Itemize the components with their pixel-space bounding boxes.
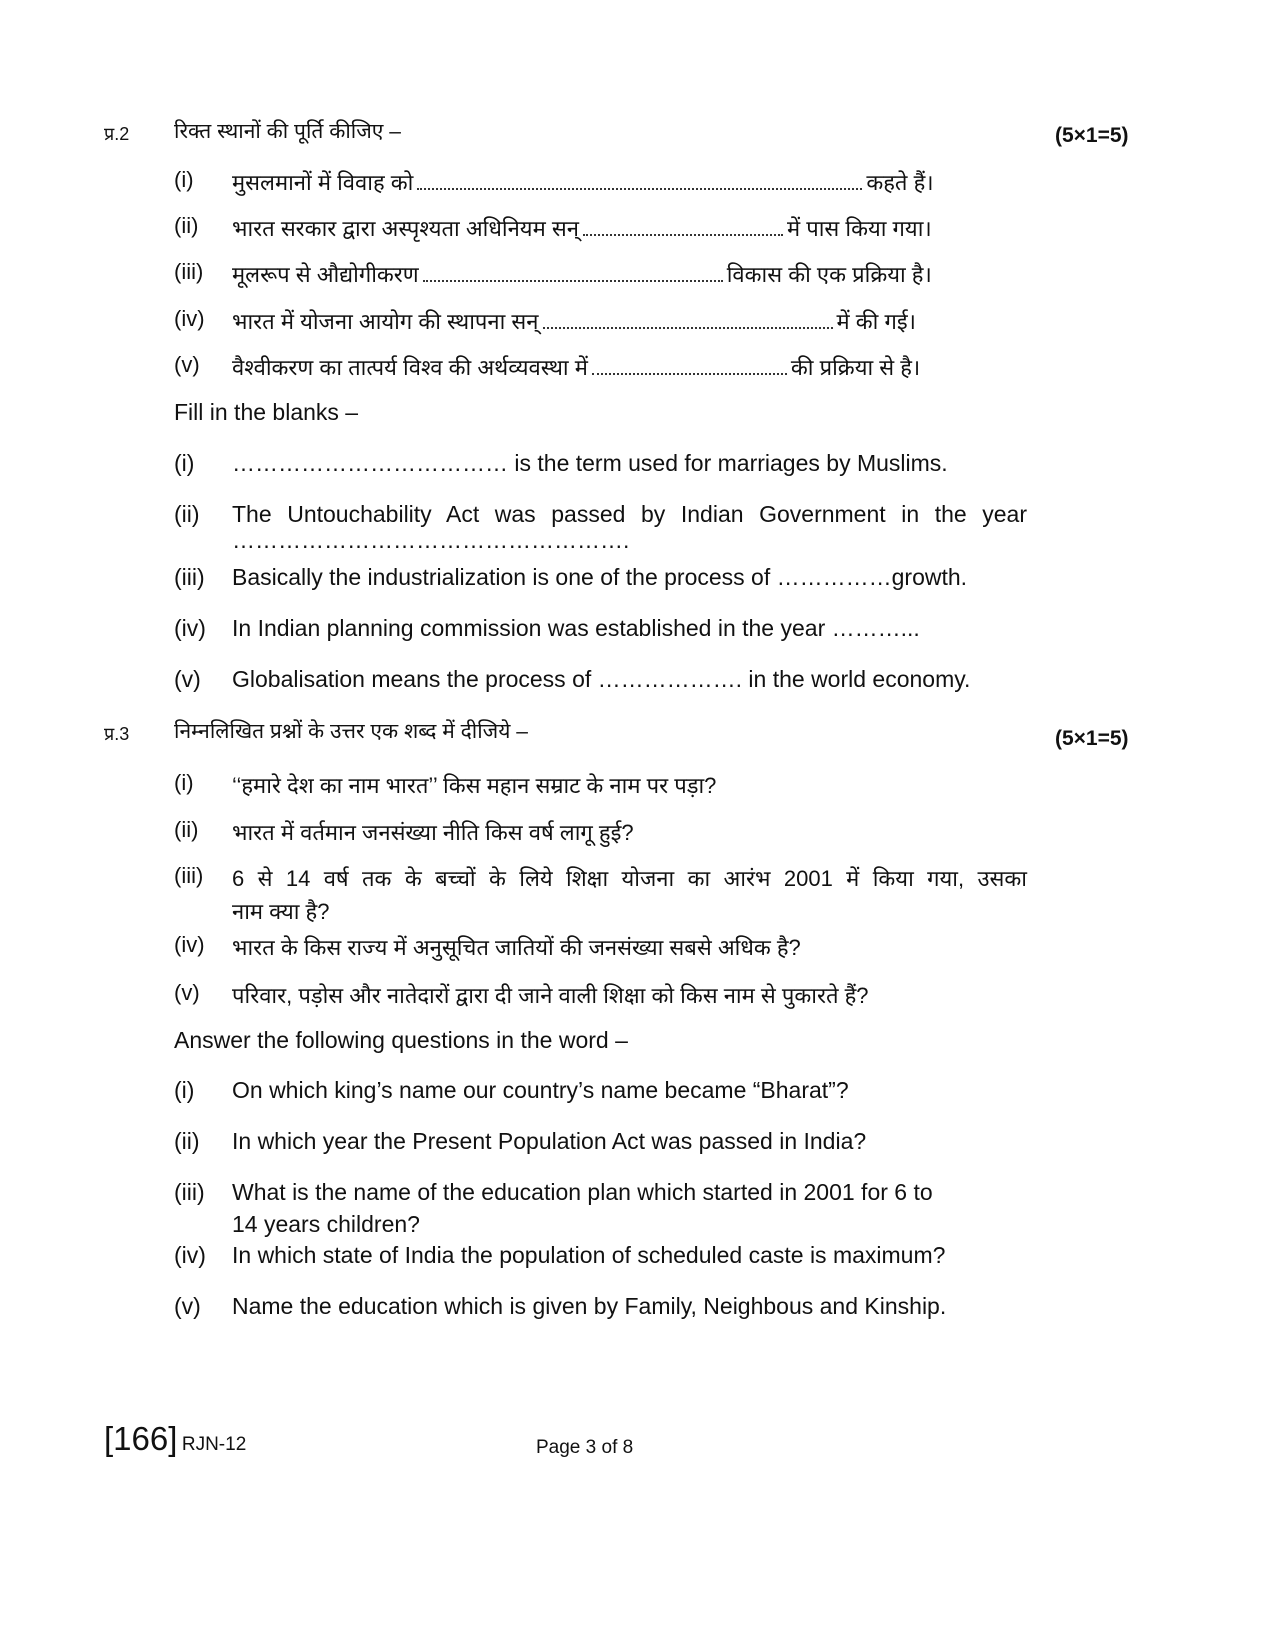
q3-english-heading: Answer the following questions in the word – [174, 1027, 628, 1053]
blank-dots [543, 309, 833, 329]
item-text-after: कहते हैं। [866, 170, 934, 195]
item-text: ‘‘हमारे देश का नाम भारत’’ किस महान सम्राट के नाम पर पड़ा? [232, 773, 717, 798]
item-text: The Untouchability Act was passed by Indian Government in the year [232, 501, 1027, 527]
item-text: 6 से 14 वर्ष तक के बच्चों के लिये शिक्षा योजना का आरंभ 2001 में किया गया, उसका [232, 866, 1027, 891]
q2-marks: (5×1=5) [1055, 124, 1129, 147]
blank-dots [592, 355, 787, 375]
item-text-before: भारत में योजना आयोग की स्थापना सन् [232, 309, 539, 334]
item-text: On which king’s name our country’s name became “Bharat”? [232, 1077, 849, 1103]
item-number: (i) [174, 167, 194, 192]
item-number: (ii) [174, 213, 199, 238]
item-text-after: में पास किया गया। [786, 216, 932, 241]
item-number: (iii) [174, 1179, 205, 1205]
item-text-continued: 14 years children? [232, 1211, 420, 1237]
item-text-after: की प्रक्रिया से है। [790, 355, 921, 380]
item-text-after: विकास की एक प्रक्रिया है। [726, 262, 932, 287]
blank-dots [423, 262, 723, 282]
item-text: भारत में वर्तमान जनसंख्या नीति किस वर्ष लागू हुई? [232, 820, 634, 845]
item-number: (iv) [174, 932, 205, 957]
item-number: (ii) [174, 501, 200, 527]
blank-dots [417, 170, 862, 190]
paper-code-label: RJN-12 [181, 1434, 247, 1455]
item-number: (iv) [174, 615, 206, 641]
q3-number: प्र.3 [104, 724, 130, 744]
page-number: Page 3 of 8 [536, 1437, 634, 1458]
item-text: What is the name of the education plan which started in 2001 for 6 to [232, 1179, 933, 1205]
item-text: ……………………………… is the term used for marriages by Muslims. [232, 450, 948, 476]
item-number: (v) [174, 666, 201, 692]
item-text: भारत के किस राज्य में अनुसूचित जातियों की जनसंख्या सबसे अधिक है? [232, 935, 801, 960]
item-text: Name the education which is given by Family, Neighbous and Kinship. [232, 1293, 947, 1319]
item-number: (i) [174, 770, 194, 795]
q2-number: प्र.2 [104, 124, 130, 144]
item-number: (iii) [174, 564, 205, 590]
item-text: परिवार, पड़ोस और नातेदारों द्वारा दी जाने वाली शिक्षा को किस नाम से पुकारते हैं? [232, 983, 869, 1008]
q2-title-hindi: रिक्त स्थानों की पूर्ति कीजिए – [174, 120, 401, 143]
item-number: (v) [174, 980, 200, 1005]
item-text-before: मुसलमानों में विवाह को [232, 170, 414, 195]
item-number: (v) [174, 1293, 201, 1319]
item-text-continued: नाम क्या है? [232, 899, 330, 924]
paper-code [104, 1420, 246, 1458]
q2-english-heading: Fill in the blanks – [174, 399, 359, 425]
item-number: (ii) [174, 1128, 200, 1154]
q3-marks: (5×1=5) [1055, 727, 1129, 750]
item-number: (v) [174, 352, 200, 377]
item-text-after: में की गई। [836, 309, 917, 334]
item-text-continued: ……………………………………………. [232, 527, 630, 553]
item-number: (ii) [174, 817, 199, 842]
item-text: In Indian planning commission was established in the year ………... [232, 615, 920, 641]
item-text: Basically the industrialization is one of the process of ……………growth. [232, 564, 968, 590]
item-number: (iv) [174, 306, 205, 331]
item-number: (iii) [174, 259, 204, 284]
item-text-before: भारत सरकार द्वारा अस्पृश्यता अधिनियम सन् [232, 216, 579, 241]
item-text: In which state of India the population of scheduled caste is maximum? [232, 1242, 946, 1268]
item-number: (iv) [174, 1242, 206, 1268]
item-number: (iii) [174, 863, 204, 888]
item-number: (i) [174, 450, 195, 476]
item-text-before: वैश्वीकरण का तात्पर्य विश्व की अर्थव्यवस्था में [232, 355, 588, 380]
q3-title-hindi: निम्नलिखित प्रश्नों के उत्तर एक शब्द में दीजिये – [174, 720, 528, 743]
item-text: Globalisation means the process of ………………. in the world economy. [232, 666, 971, 692]
item-text: In which year the Present Population Act was passed in India? [232, 1128, 867, 1154]
item-text-before: मूलरूप से औद्योगीकरण [232, 262, 419, 287]
blank-dots [583, 216, 783, 236]
paper-code-number: [166] [104, 1420, 178, 1457]
item-number: (i) [174, 1077, 195, 1103]
